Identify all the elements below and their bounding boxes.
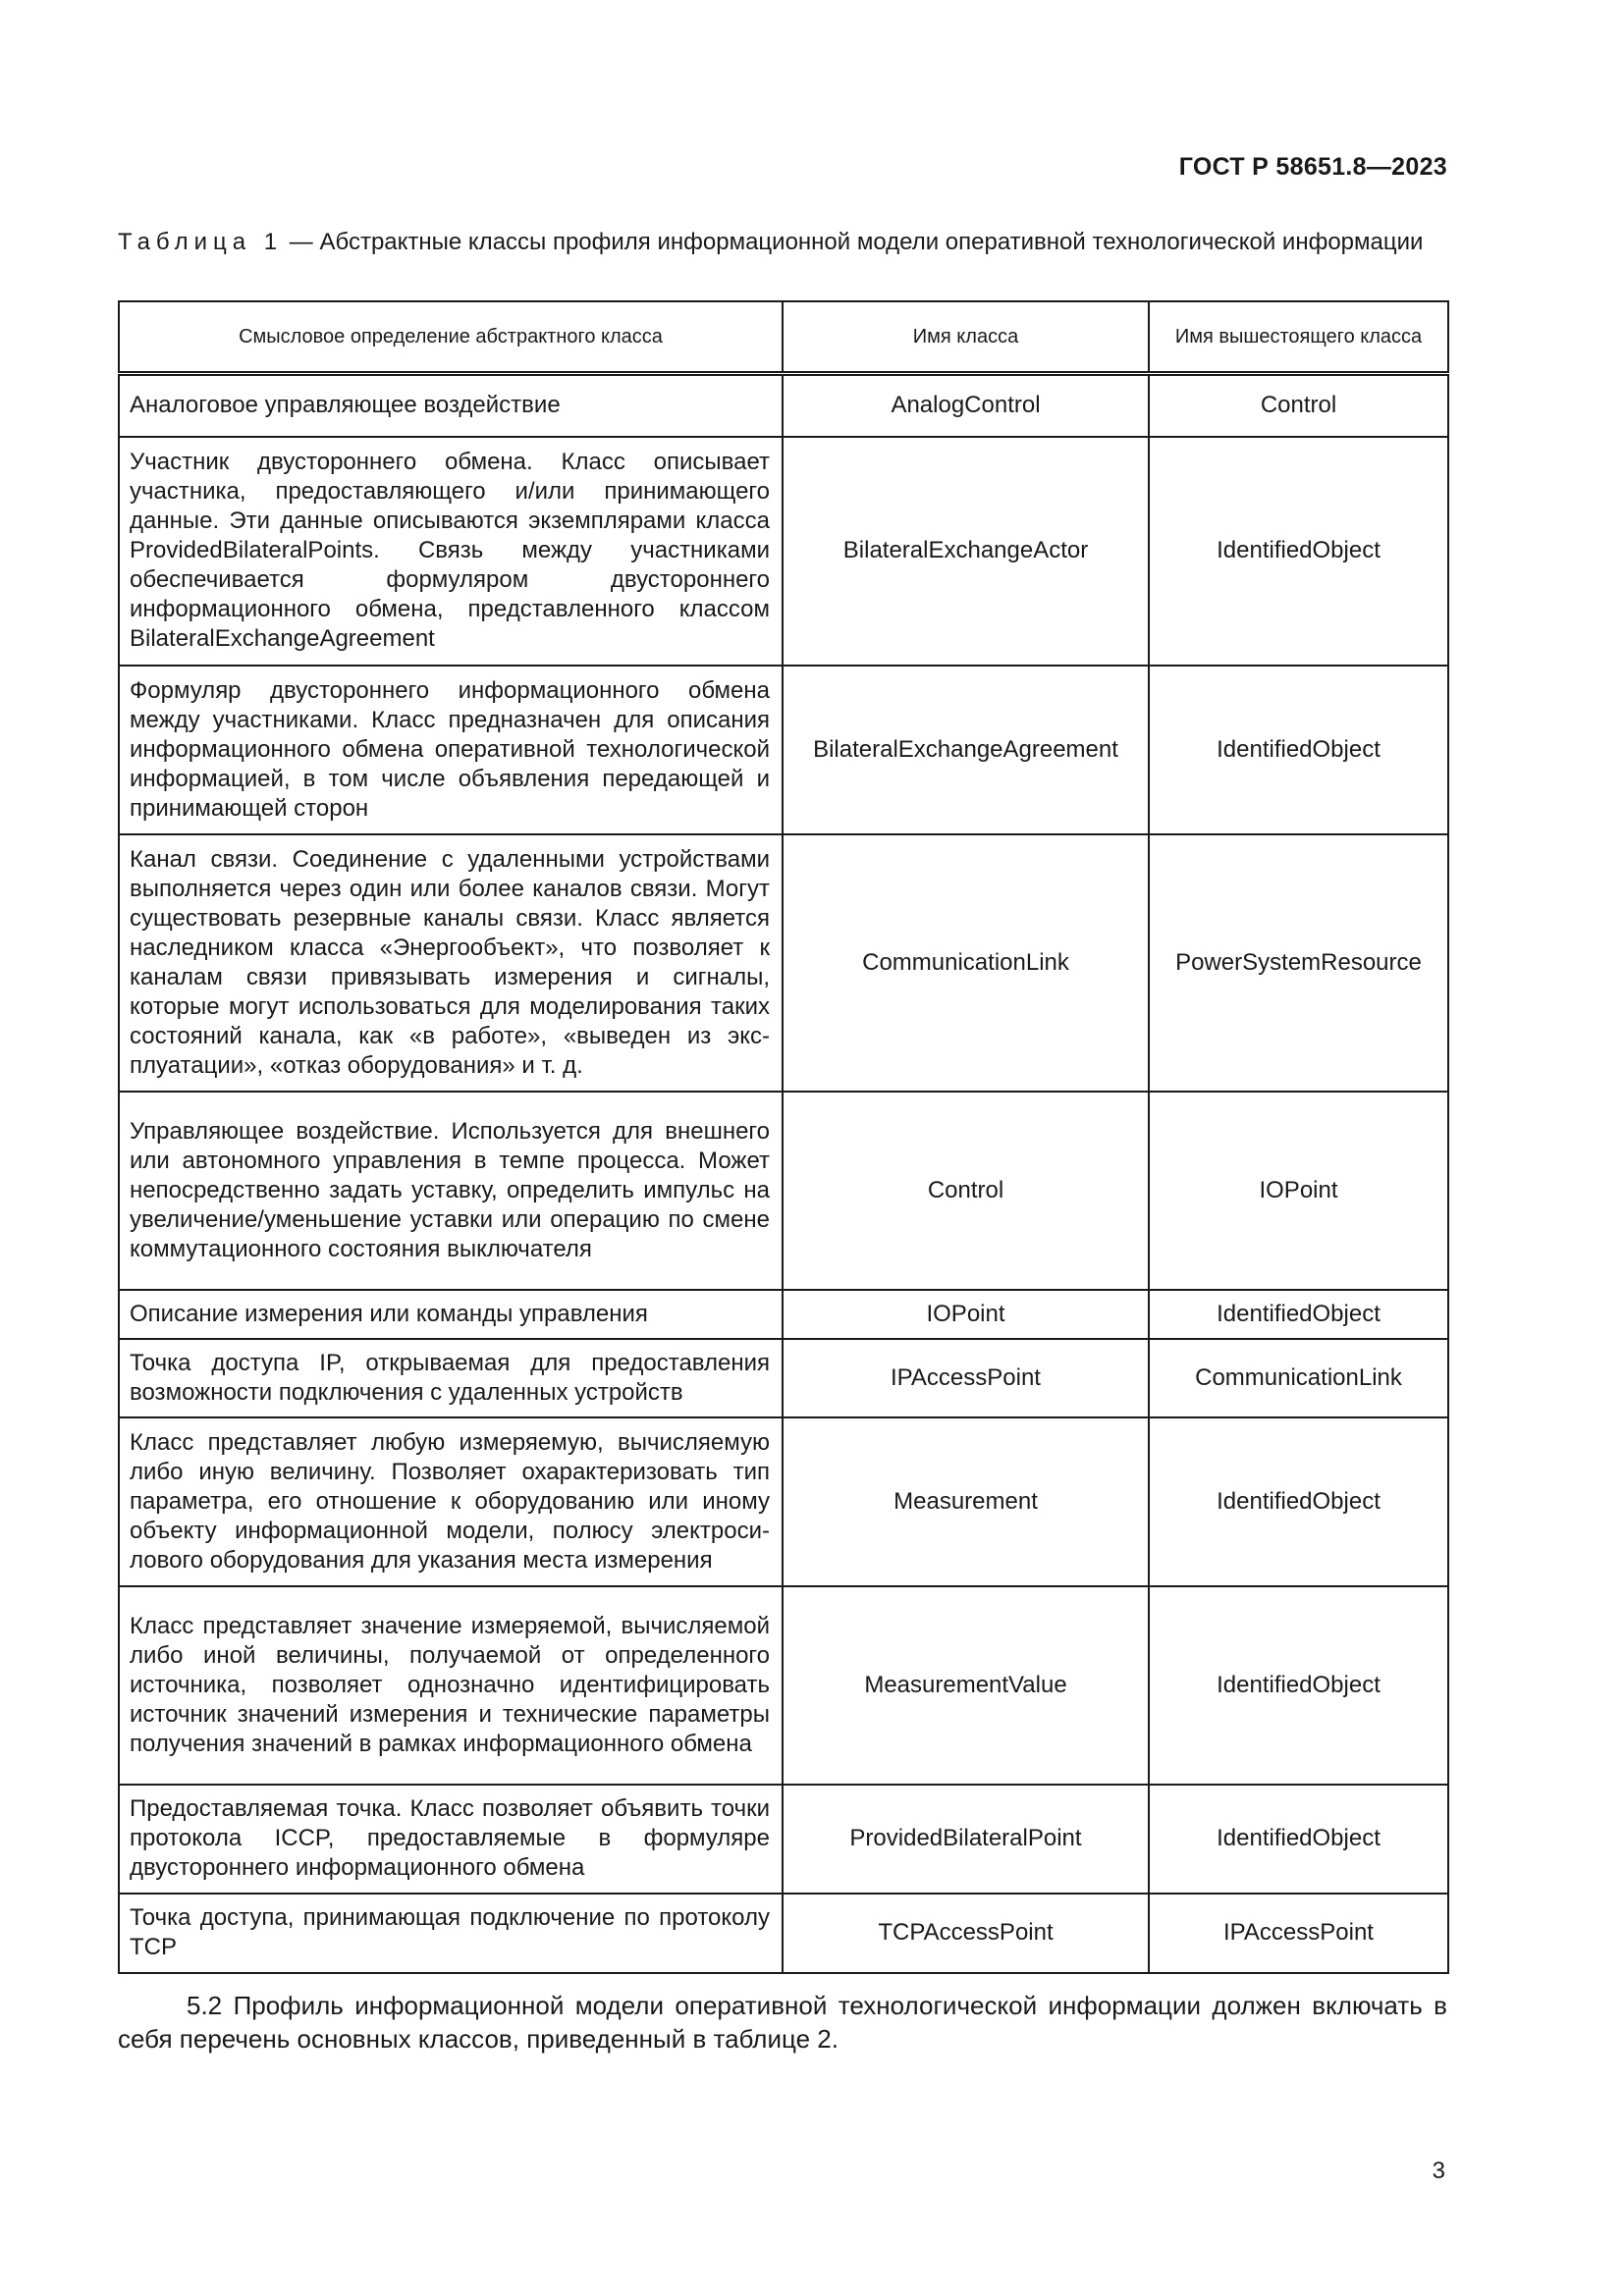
- cell-description: Формуляр двустороннего информационного обмена между участниками. Класс предназначен для описания информационного обмена оперативной технологической информацией, в том числе объявления передающей и принимающей сторон: [119, 666, 783, 834]
- cell-class-name: MeasurementValue: [783, 1586, 1149, 1785]
- header-class-name: Имя класса: [783, 301, 1149, 374]
- cell-parent-class: IOPoint: [1149, 1092, 1448, 1290]
- cell-parent-class: IdentifiedObject: [1149, 666, 1448, 834]
- table-row: [119, 1092, 1448, 1290]
- page-number: 3: [1432, 2158, 1445, 2184]
- cell-description: Предоставляемая точка. Класс позволяет объявить точки протокола ICCP, предоставляемые в формуляре двустороннего информационного обмена: [119, 1785, 783, 1894]
- cell-class-name: ProvidedBilateralPoint: [783, 1785, 1149, 1894]
- cell-description: Канал связи. Соединение с удаленными устройствами выполняется через один или более каналов связи. Могут существовать резервные каналы связи. Класс является наследником класса «Энергообъект», что позволяет к каналам связи привязывать измерения и сигналы, которые могут использоваться для моделирования таких состояний канала, как «в работе», «выведен из эксплуатации», «отказ оборудования» и т. д.: [119, 834, 783, 1092]
- cell-class-name: TCPAccessPoint: [783, 1894, 1149, 1973]
- table-caption-label: Таблица 1: [118, 229, 284, 255]
- cell-parent-class: IdentifiedObject: [1149, 1586, 1448, 1785]
- header-definition: Смысловое определение абстрактного класса: [119, 301, 783, 374]
- cell-description: Точка доступа, принимающая подключение по протоколу TCP: [119, 1894, 783, 1973]
- table-row: [119, 834, 1448, 1092]
- abstract-classes-table: [118, 300, 1449, 1974]
- cell-class-name: AnalogControl: [783, 374, 1149, 437]
- table-row: [119, 1586, 1448, 1785]
- cell-description: Класс представляет любую измеряемую, вычисляемую либо иную величину. Позволяет охарактеризовать тип параметра, его отношение к оборудованию или иному объекту информационной модели, полюсу электросилового оборудования для указания места измерения: [119, 1417, 783, 1586]
- table-caption-text: — Абстрактные классы профиля информационной модели оперативной технологической информации: [283, 229, 1424, 255]
- table-row: [119, 374, 1448, 437]
- cell-class-name: CommunicationLink: [783, 834, 1149, 1092]
- cell-parent-class: CommunicationLink: [1149, 1339, 1448, 1417]
- table-row: [119, 1785, 1448, 1894]
- cell-class-name: Measurement: [783, 1417, 1149, 1586]
- cell-description: Управляющее воздействие. Используется для внешнего или автономного управления в темпе процесса. Может непосредственно задать уставку, определить импульс на увеличение/уменьшение уставки или операцию по смене коммутационного состояния выключателя: [119, 1092, 783, 1290]
- table-row: [119, 437, 1448, 666]
- table-header-row: [119, 301, 1448, 374]
- cell-description: Точка доступа IP, открываемая для предоставления возможности подключения с удаленных устройств: [119, 1339, 783, 1417]
- cell-class-name: Control: [783, 1092, 1149, 1290]
- cell-class-name: IPAccessPoint: [783, 1339, 1149, 1417]
- cell-description: Аналоговое управляющее воздействие: [119, 374, 783, 437]
- document-code: ГОСТ Р 58651.8—2023: [1178, 153, 1447, 181]
- cell-parent-class: Control: [1149, 374, 1448, 437]
- cell-class-name: IOPoint: [783, 1290, 1149, 1339]
- table-row: [119, 1290, 1448, 1339]
- cell-parent-class: IdentifiedObject: [1149, 437, 1448, 666]
- table-row: [119, 1894, 1448, 1973]
- cell-class-name: BilateralExchangeActor: [783, 437, 1149, 666]
- table-row: [119, 1417, 1448, 1586]
- table-row: [119, 666, 1448, 834]
- cell-description: Класс представляет значение измеряемой, вычисляемой либо иной величины, получаемой от определенного источника, позволяет однозначно идентифицировать источник значений измерения и технические параметры получения значений в рамках информационного обмена: [119, 1586, 783, 1785]
- cell-parent-class: IPAccessPoint: [1149, 1894, 1448, 1973]
- cell-parent-class: PowerSystemResource: [1149, 834, 1448, 1092]
- cell-parent-class: IdentifiedObject: [1149, 1417, 1448, 1586]
- table-caption: [118, 228, 1445, 257]
- cell-description: Участник двустороннего обмена. Класс описывает участника, предоставляющего и/или принимающего данные. Эти данные описываются экземплярами класса ProvidedBilateralPoints. Связь между участниками обеспечивается формуляром двустороннего информационного обмена, представленного классом BilateralExchangeAgreement: [119, 437, 783, 666]
- section-paragraph-5-2: 5.2 Профиль информационной модели оперативной технологической информации должен включать в себя перечень основных классов, приведенный в таблице 2.: [118, 1991, 1447, 2054]
- header-parent-class: Имя вышестоящего класса: [1149, 301, 1448, 374]
- cell-description: Описание измерения или команды управления: [119, 1290, 783, 1339]
- cell-parent-class: IdentifiedObject: [1149, 1785, 1448, 1894]
- cell-class-name: BilateralExchangeAgreement: [783, 666, 1149, 834]
- cell-parent-class: IdentifiedObject: [1149, 1290, 1448, 1339]
- table-row: [119, 1339, 1448, 1417]
